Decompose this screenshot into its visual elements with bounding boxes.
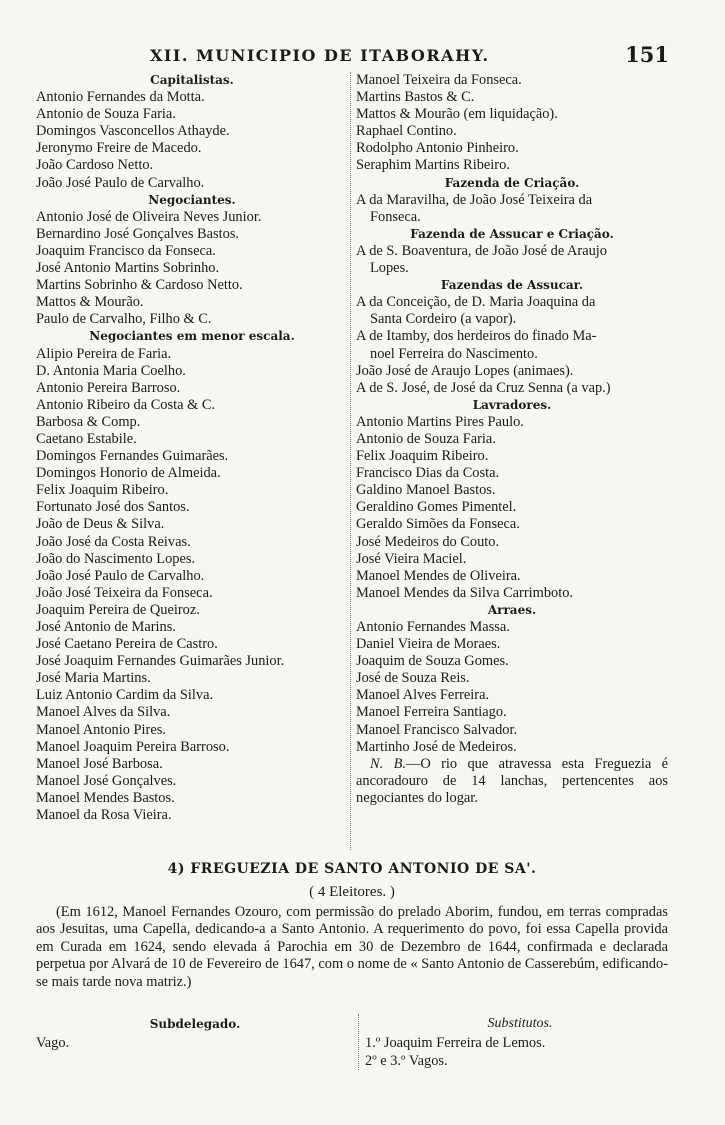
section-heading: Arraes. (487, 602, 537, 617)
list-item: Manoel da Rosa Vieira. (36, 807, 172, 824)
list-item: Domingos Honorio de Almeida. (36, 465, 221, 482)
list-item: Alipio Pereira de Faria. (36, 345, 172, 362)
list-item: A de S. Boaventura, de João José de Araujo (356, 242, 607, 259)
list-item: A de S. José, de José da Cruz Senna (a vap.) (356, 379, 611, 396)
right-column (356, 72, 668, 807)
list-item: José Caetano Pereira de Castro. (36, 636, 218, 653)
list-item: Domingos Vasconcellos Athayde. (36, 123, 230, 140)
list-item: Manoel Mendes de Oliveira. (356, 567, 521, 584)
substitutos-heading: Substitutos. (487, 1016, 553, 1031)
list-item: Martins Bastos & C. (356, 89, 475, 106)
section-heading: Fazenda de Assucar e Criação. (410, 226, 614, 241)
column-divider (350, 72, 352, 850)
left-column (36, 72, 348, 824)
list-item: Geraldo Simões da Fonseca. (356, 516, 520, 533)
list-item: Antonio Martins Pires Paulo. (356, 413, 524, 430)
entry-continuation: Santa Cordeiro (a vapor). (370, 311, 517, 328)
substitutos-block (358, 1014, 675, 1070)
list-item: Manoel José Gonçalves. (36, 772, 177, 789)
nota-bene (356, 756, 668, 807)
list-item: João José de Araujo Lopes (animaes). (356, 362, 574, 379)
list-item: Barbosa & Comp. (36, 413, 141, 430)
list-item: Manoel José Barbosa. (36, 755, 163, 772)
list-item: José Joaquim Fernandes Guimarães Junior. (36, 653, 285, 670)
subdelegado-heading: Subdelegado. (149, 1017, 241, 1031)
list-item: Antonio José de Oliveira Neves Junior. (36, 208, 262, 225)
list-item: José Antonio Martins Sobrinho. (36, 260, 220, 277)
list-item: Joaquim Francisco da Fonseca. (36, 242, 216, 259)
list-item: Antonio Pereira Barroso. (36, 379, 181, 396)
list-item: Manoel Francisco Salvador. (356, 721, 518, 738)
list-item: Felix Joaquim Ribeiro. (36, 482, 169, 499)
list-item: Antonio de Souza Faria. (356, 430, 496, 447)
section-heading: Fazenda de Criação. (444, 175, 580, 190)
list-item: Caetano Estabile. (36, 430, 137, 447)
list-item: José Medeiros do Couto. (356, 533, 500, 550)
right-column-lines (356, 72, 668, 756)
list-item: Antonio de Souza Faria. (36, 106, 176, 123)
list-item: João José Paulo de Carvalho. (36, 567, 205, 584)
list-item: Martins Sobrinho & Cardoso Netto. (36, 277, 243, 294)
section-title: 4) FREGUEZIA DE SANTO ANTONIO DE SA'. (167, 861, 537, 877)
list-item: Antonio Fernandes Massa. (356, 619, 510, 635)
nota-bene-text: —O rio que atravessa esta Freguezia é ancoradouro de 14 lanchas, pertencentes aos negociantes do logar. (356, 755, 668, 806)
list-item: João Cardoso Netto. (36, 157, 154, 174)
list-item: Manoel Teixeira da Fonseca. (356, 72, 522, 88)
list-item: Raphael Contino. (356, 123, 457, 140)
list-item: Domingos Fernandes Guimarães. (36, 448, 229, 465)
list-item: Manoel Mendes da Silva Carrimboto. (356, 584, 574, 601)
list-item: Francisco Dias da Costa. (356, 465, 500, 482)
list-item: Seraphim Martins Ribeiro. (356, 157, 510, 174)
freguezia-section (36, 858, 668, 991)
list-item: José Vieira Maciel. (356, 550, 467, 567)
list-item: A de Itamby, dos herdeiros do finado Ma- (356, 328, 597, 345)
list-item: Paulo de Carvalho, Filho & C. (36, 311, 212, 328)
list-item: João José Teixeira da Fonseca. (36, 584, 213, 601)
list-item: Joaquim de Souza Gomes. (356, 653, 509, 670)
section-heading: Negociantes em menor escala. (89, 329, 295, 344)
list-item: Manoel Ferreira Santiago. (356, 704, 507, 721)
entry-continuation: Lopes. (370, 260, 409, 277)
list-item: João do Nascimento Lopes. (36, 550, 196, 567)
list-item: Antonio Fernandes da Motta. (36, 89, 205, 106)
list-item: Antonio Ribeiro da Costa & C. (36, 396, 216, 413)
substituto-line: 1.º Joaquim Ferreira de Lemos. (365, 1035, 546, 1051)
subdelegado-block (36, 1014, 354, 1052)
list-item: José Antonio de Marins. (36, 619, 176, 635)
entry-continuation: Fonseca. (370, 208, 421, 225)
nota-bene-label: N. B. (370, 755, 406, 772)
entry-continuation: noel Ferreira do Nascimento. (370, 345, 538, 362)
electors-count: ( 4 Eleitores. ) (309, 884, 395, 900)
section-heading: Negociantes. (148, 192, 236, 207)
parish-history: (Em 1612, Manoel Fernandes Ozouro, com permissão do prelado Aborim, fundou, em terras compradas aos Jesuitas, uma Capella, dedicando-a a Santo Antonio. A requerimento do povo, foi essa Capella provida em Curada em 1624, sendo elevada á Parochia em 30 de Dezembro de 1644, confirmada e declarada perpetua por Alvará de 10 de Fevereiro de 1647, com o nome de « Santo Antonio de Casserebúm, edificando-se mais tarde nova matriz.) (36, 904, 668, 990)
list-item: Luiz Antonio Cardim da Silva. (36, 687, 214, 704)
list-item: João José Paulo de Carvalho. (36, 174, 205, 191)
list-item: Manoel Antonio Pires. (36, 721, 166, 738)
section-heading: Capitalistas. (150, 73, 234, 87)
officials-block (36, 1014, 668, 1074)
page-number: 151 (625, 42, 669, 67)
running-head (0, 40, 725, 70)
list-item: Felix Joaquim Ribeiro. (356, 448, 489, 465)
list-item: Joaquim Pereira de Queiroz. (36, 601, 200, 618)
list-item: Martinho José de Medeiros. (356, 738, 517, 755)
list-item: Daniel Vieira de Moraes. (356, 636, 501, 653)
list-item: A da Maravilha, de João José Teixeira da (356, 191, 593, 208)
list-item: Mattos & Mourão. (36, 294, 144, 311)
list-item: Manoel Alves da Silva. (36, 704, 171, 721)
list-item: Manoel Alves Ferreira. (356, 687, 490, 704)
list-item: Jeronymo Freire de Macedo. (36, 140, 202, 157)
list-item: Bernardino José Gonçalves Bastos. (36, 225, 240, 242)
list-item: D. Antonia Maria Coelho. (36, 362, 186, 379)
list-item: José de Souza Reis. (356, 670, 470, 687)
list-item: Geraldino Gomes Pimentel. (356, 499, 517, 516)
list-item: Manoel Joaquim Pereira Barroso. (36, 738, 230, 755)
list-item: Rodolpho Antonio Pinheiro. (356, 140, 519, 157)
list-item: João José da Costa Reivas. (36, 533, 191, 550)
subdelegado-value: Vago. (36, 1035, 70, 1051)
list-item: Mattos & Mourão (em liquidação). (356, 106, 558, 123)
page-title: XII. MUNICIPIO DE ITABORAHY. (150, 46, 490, 65)
list-item: A da Conceição, de D. Maria Joaquina da (356, 294, 596, 311)
substituto-line: 2º e 3.º Vagos. (365, 1053, 448, 1069)
list-item: José Maria Martins. (36, 670, 151, 687)
section-heading: Fazendas de Assucar. (440, 278, 584, 293)
list-item: Galdino Manoel Bastos. (356, 482, 496, 499)
list-item: João de Deus & Silva. (36, 516, 165, 533)
list-item: Fortunato José dos Santos. (36, 499, 190, 516)
list-item: Manoel Mendes Bastos. (36, 789, 175, 806)
section-heading: Lavradores. (472, 397, 552, 412)
